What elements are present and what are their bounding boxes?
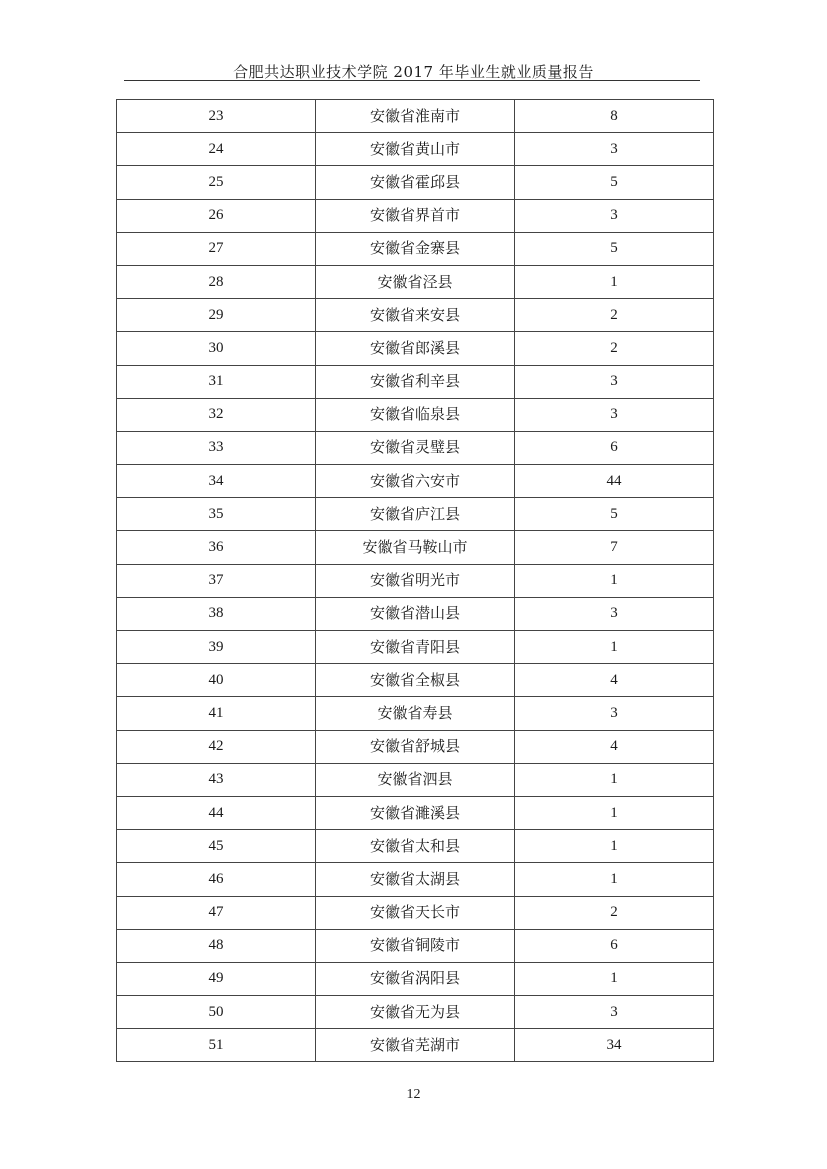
count-cell: 1 (515, 763, 714, 796)
employment-location-table (116, 99, 714, 1062)
row-number-cell: 44 (117, 796, 316, 829)
table-row (117, 929, 714, 962)
row-number-cell: 42 (117, 730, 316, 763)
location-cell: 安徽省青阳县 (316, 631, 515, 664)
count-cell: 3 (515, 365, 714, 398)
row-number-cell: 50 (117, 996, 316, 1029)
count-cell: 1 (515, 564, 714, 597)
table-row (117, 697, 714, 730)
row-number-cell: 24 (117, 133, 316, 166)
count-cell: 3 (515, 199, 714, 232)
location-cell: 安徽省临泉县 (316, 398, 515, 431)
location-cell: 安徽省来安县 (316, 299, 515, 332)
table-row (117, 830, 714, 863)
count-cell: 5 (515, 166, 714, 199)
row-number-cell: 39 (117, 631, 316, 664)
row-number-cell: 36 (117, 531, 316, 564)
row-number-cell: 25 (117, 166, 316, 199)
row-number-cell: 49 (117, 962, 316, 995)
location-cell: 安徽省全椒县 (316, 664, 515, 697)
location-cell: 安徽省霍邱县 (316, 166, 515, 199)
row-number-cell: 32 (117, 398, 316, 431)
row-number-cell: 28 (117, 265, 316, 298)
count-cell: 1 (515, 863, 714, 896)
location-cell: 安徽省六安市 (316, 465, 515, 498)
count-cell: 1 (515, 796, 714, 829)
table-row (117, 597, 714, 630)
location-cell: 安徽省铜陵市 (316, 929, 515, 962)
row-number-cell: 35 (117, 498, 316, 531)
location-cell: 安徽省黄山市 (316, 133, 515, 166)
location-cell: 安徽省灵璧县 (316, 431, 515, 464)
count-cell: 2 (515, 299, 714, 332)
location-cell: 安徽省金寨县 (316, 232, 515, 265)
table-row (117, 996, 714, 1029)
count-cell: 3 (515, 697, 714, 730)
location-cell: 安徽省无为县 (316, 996, 515, 1029)
row-number-cell: 29 (117, 299, 316, 332)
table-row (117, 664, 714, 697)
location-cell: 安徽省郎溪县 (316, 332, 515, 365)
row-number-cell: 41 (117, 697, 316, 730)
count-cell: 6 (515, 431, 714, 464)
count-cell: 4 (515, 664, 714, 697)
table-row (117, 332, 714, 365)
location-cell: 安徽省界首市 (316, 199, 515, 232)
count-cell: 5 (515, 232, 714, 265)
row-number-cell: 34 (117, 465, 316, 498)
table-row (117, 133, 714, 166)
row-number-cell: 30 (117, 332, 316, 365)
count-cell: 8 (515, 100, 714, 133)
table-row (117, 796, 714, 829)
table-row (117, 863, 714, 896)
count-cell: 5 (515, 498, 714, 531)
table-row (117, 730, 714, 763)
count-cell: 3 (515, 597, 714, 630)
table-row (117, 465, 714, 498)
location-cell: 安徽省太湖县 (316, 863, 515, 896)
count-cell: 2 (515, 332, 714, 365)
row-number-cell: 27 (117, 232, 316, 265)
count-cell: 1 (515, 962, 714, 995)
count-cell: 7 (515, 531, 714, 564)
table-body (117, 100, 714, 1062)
location-cell: 安徽省寿县 (316, 697, 515, 730)
location-cell: 安徽省濉溪县 (316, 796, 515, 829)
location-cell: 安徽省舒城县 (316, 730, 515, 763)
table-row (117, 199, 714, 232)
table-row (117, 100, 714, 133)
location-cell: 安徽省利辛县 (316, 365, 515, 398)
row-number-cell: 51 (117, 1029, 316, 1062)
location-cell: 安徽省太和县 (316, 830, 515, 863)
table-row (117, 564, 714, 597)
table-row (117, 232, 714, 265)
row-number-cell: 33 (117, 431, 316, 464)
row-number-cell: 45 (117, 830, 316, 863)
count-cell: 34 (515, 1029, 714, 1062)
count-cell: 2 (515, 896, 714, 929)
table-row (117, 763, 714, 796)
row-number-cell: 26 (117, 199, 316, 232)
page-number: 12 (406, 1087, 421, 1102)
row-number-cell: 31 (117, 365, 316, 398)
table-row (117, 431, 714, 464)
header-divider (124, 80, 700, 81)
table-row (117, 962, 714, 995)
table-row (117, 365, 714, 398)
count-cell: 44 (515, 465, 714, 498)
location-cell: 安徽省泗县 (316, 763, 515, 796)
row-number-cell: 46 (117, 863, 316, 896)
location-cell: 安徽省芜湖市 (316, 1029, 515, 1062)
table-row (117, 896, 714, 929)
location-cell: 安徽省天长市 (316, 896, 515, 929)
row-number-cell: 37 (117, 564, 316, 597)
table-row (117, 265, 714, 298)
table-row (117, 166, 714, 199)
location-cell: 安徽省明光市 (316, 564, 515, 597)
location-cell: 安徽省潜山县 (316, 597, 515, 630)
table-row (117, 498, 714, 531)
table-row (117, 299, 714, 332)
row-number-cell: 23 (117, 100, 316, 133)
location-cell: 安徽省涡阳县 (316, 962, 515, 995)
table-row (117, 531, 714, 564)
count-cell: 1 (515, 265, 714, 298)
location-cell: 安徽省庐江县 (316, 498, 515, 531)
count-cell: 1 (515, 631, 714, 664)
count-cell: 6 (515, 929, 714, 962)
row-number-cell: 47 (117, 896, 316, 929)
count-cell: 3 (515, 133, 714, 166)
count-cell: 3 (515, 996, 714, 1029)
location-cell: 安徽省泾县 (316, 265, 515, 298)
table-row (117, 398, 714, 431)
row-number-cell: 40 (117, 664, 316, 697)
count-cell: 4 (515, 730, 714, 763)
location-cell: 安徽省淮南市 (316, 100, 515, 133)
row-number-cell: 38 (117, 597, 316, 630)
location-cell: 安徽省马鞍山市 (316, 531, 515, 564)
count-cell: 3 (515, 398, 714, 431)
row-number-cell: 48 (117, 929, 316, 962)
page-header-title: 合肥共达职业技术学院 2017 年毕业生就业质量报告 (233, 63, 594, 81)
table-row (117, 1029, 714, 1062)
count-cell: 1 (515, 830, 714, 863)
table-row (117, 631, 714, 664)
row-number-cell: 43 (117, 763, 316, 796)
